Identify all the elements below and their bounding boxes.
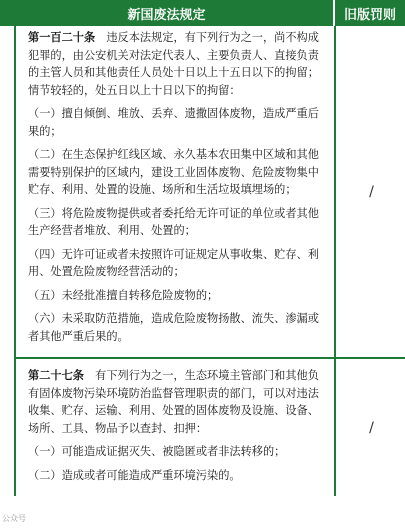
article-intro (28, 367, 326, 437)
list-item: （五）未经批准擅自转移危险废物的； (28, 288, 219, 302)
comparison-table (14, 26, 405, 496)
list-item: （三）将危险废物提供或者委托给无许可证的单位或者其他生产经营者堆放、利用、处置的； (28, 206, 319, 237)
table-row (16, 359, 405, 496)
list-item: （四）无许可证或者未按照许可证规定从事收集、贮存、利用、处置危险废物经营活动的； (28, 247, 319, 278)
article-intro (28, 29, 326, 99)
table-row (16, 26, 405, 359)
list-item: （一）擅自倾倒、堆放、丢弃、遗撒固体废物，造成严重后果的； (28, 107, 319, 138)
old-penalty-cell: / (369, 419, 374, 436)
article-text: 违反本法规定，有下列行为之一，尚不构成犯罪的，由公安机关对法定代表人、主要负责人、直接负责的主管人员和其他责任人员处十日以上十五日以下的拘留；情节较轻的，处五日以上十日以下的拘留： (28, 31, 319, 97)
list-item: （二）在生态保护红线区域、永久基本农田集中区域和其他需要特别保护的区域内，建设工业固体废物、危险废物集中贮存、利用、处置的设施、场所和生活垃圾填埋场的； (28, 148, 319, 196)
new-regulation-header: 新国废法规定 (0, 0, 333, 26)
watermark: 公众号 (2, 514, 26, 523)
article-text: 有下列行为之一，生态环境主管部门和其他负有固体废物污染环境防治监督管理职责的部门，可以对违法收集、贮存、运输、利用、处置的固体废物及设施、设备、场所、工具、物品予以查封、扣押： (28, 369, 319, 435)
article-number: 第一百二十条 (28, 31, 96, 44)
old-penalty-header: 旧版罚则 (333, 0, 405, 26)
old-penalty-cell: / (369, 183, 374, 200)
new-regulation-cell (16, 359, 336, 496)
new-regulation-cell (16, 26, 336, 357)
list-item: （一）可能造成证据灭失、被隐匿或者非法转移的； (28, 445, 286, 458)
table-header (0, 0, 405, 26)
list-item: （六）未采取防范措施，造成危险废物扬散、流失、渗漏或者其他严重后果的。 (28, 312, 319, 343)
article-number: 第二十七条 (28, 369, 84, 382)
list-item: （二）造成或者可能造成严重环境污染的。 (28, 468, 241, 482)
